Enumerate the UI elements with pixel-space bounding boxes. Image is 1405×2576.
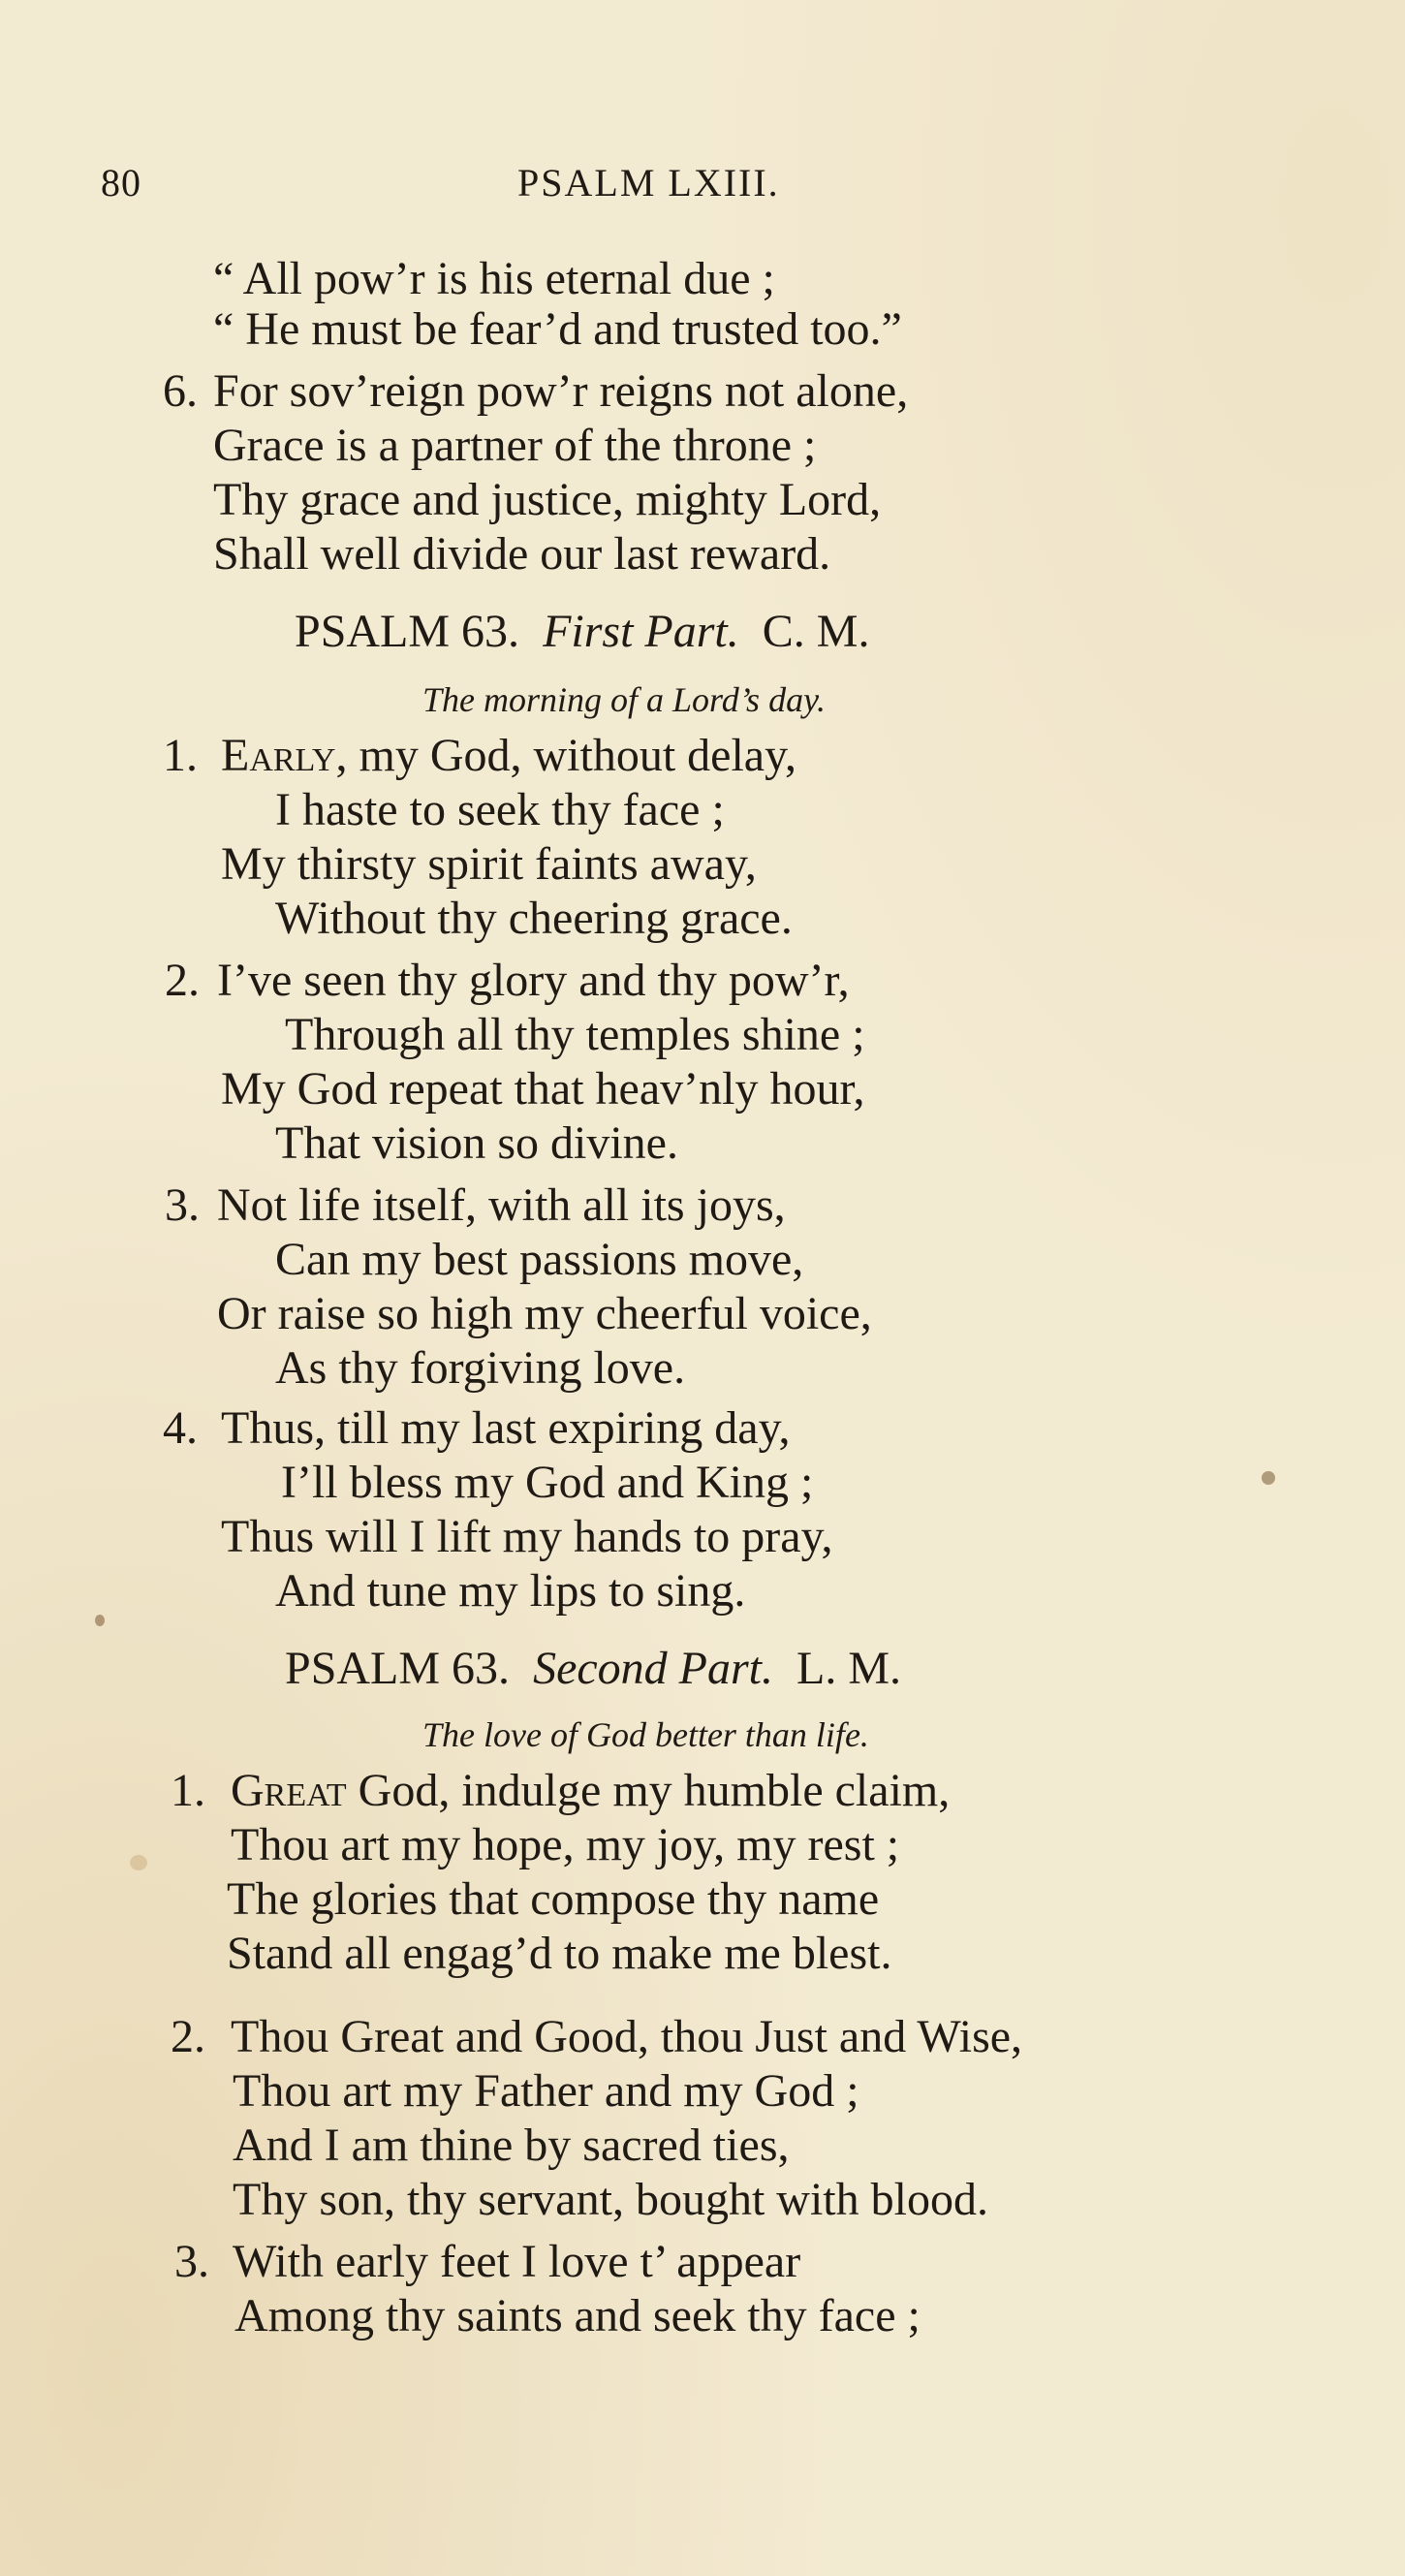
- psalm-subtitle: The love of God better than life.: [422, 1715, 869, 1754]
- verse-line: Among thy saints and seek thy face ;: [234, 2290, 921, 2341]
- stanza-number: 2.: [165, 955, 200, 1006]
- verse-line: Thus will I lift my hands to pray,: [221, 1511, 833, 1562]
- verse-line: With early feet I love t’ appear: [233, 2236, 801, 2287]
- verse-line: Thou Great and Good, thou Just and Wise,: [231, 2011, 1023, 2062]
- verse-line: For sov’reign pow’r reigns not alone,: [213, 365, 909, 417]
- verse-line: Not life itself, with all its joys,: [217, 1179, 786, 1231]
- psalm-subtitle: The morning of a Lord’s day.: [422, 680, 827, 719]
- part-label: Second Part.: [533, 1643, 774, 1694]
- verse-first-line: [231, 1764, 950, 1818]
- page-header: [0, 160, 1405, 218]
- verse-line: My God repeat that heav’nly hour,: [221, 1063, 865, 1115]
- drop-word: Early,: [221, 730, 348, 781]
- verse-line-rest: God, indulge my humble claim,: [346, 1765, 951, 1816]
- verse-line: I’ll bless my God and King ;: [281, 1457, 814, 1508]
- verse-line-rest: my God, without delay,: [347, 730, 796, 781]
- meter-label: L. M.: [796, 1643, 902, 1694]
- page-number: 80: [101, 161, 141, 204]
- psalm-number: PSALM 63.: [295, 606, 520, 657]
- verse-line: The glories that compose thy name: [227, 1873, 880, 1925]
- ink-spot: [95, 1615, 105, 1626]
- ink-spot: [1262, 1471, 1275, 1485]
- stanza-number: 2.: [171, 2011, 205, 2062]
- verse-line: Thus, till my last expiring day,: [221, 1402, 791, 1454]
- verse-line: Can my best passions move,: [275, 1234, 804, 1285]
- verse-line: “ All pow’r is his eternal due ;: [213, 253, 775, 304]
- stanza-number: 1.: [171, 1765, 205, 1816]
- psalm-title: [285, 1642, 901, 1696]
- verse-line: Thou art my hope, my joy, my rest ;: [231, 1819, 900, 1870]
- verse-line: Without thy cheering grace.: [275, 893, 793, 944]
- verse-line: I’ve seen thy glory and thy pow’r,: [217, 955, 850, 1006]
- verse-line: Grace is a partner of the throne ;: [213, 420, 817, 471]
- stanza-number: 1.: [163, 730, 198, 781]
- verse-line: Shall well divide our last reward.: [213, 528, 831, 580]
- stanza-number: 4.: [163, 1402, 198, 1454]
- verse-line: And I am thine by sacred ties,: [233, 2120, 790, 2171]
- verse-line: Thy son, thy servant, bought with blood.: [233, 2174, 988, 2225]
- stain-spot: [130, 1855, 147, 1870]
- verse-line: As thy forgiving love.: [275, 1342, 686, 1394]
- verse-first-line: [221, 729, 796, 783]
- verse-line: Thou art my Father and my God ;: [233, 2065, 859, 2117]
- stanza-number: 6.: [163, 365, 198, 417]
- verse-line: My thirsty spirit faints away,: [221, 838, 757, 890]
- verse-line: “ He must be fear’d and trusted too.”: [213, 303, 902, 355]
- running-head: PSALM LXIII.: [517, 161, 780, 204]
- verse-line: Thy grace and justice, mighty Lord,: [213, 474, 882, 525]
- part-label: First Part.: [543, 606, 739, 657]
- verse-line: And tune my lips to sing.: [275, 1565, 746, 1617]
- verse-line: Or raise so high my cheerful voice,: [217, 1288, 872, 1339]
- psalm-title: [295, 605, 869, 659]
- stanza-number: 3.: [165, 1179, 200, 1231]
- psalm-number: PSALM 63.: [285, 1643, 511, 1694]
- stanza-number: 3.: [174, 2236, 209, 2287]
- verse-line: That vision so divine.: [275, 1117, 678, 1169]
- meter-label: C. M.: [762, 606, 870, 657]
- verse-line: I haste to seek thy face ;: [275, 784, 725, 835]
- verse-line: Through all thy temples shine ;: [285, 1009, 865, 1060]
- drop-word: Great: [231, 1765, 347, 1816]
- verse-line: Stand all engag’d to make me blest.: [227, 1928, 892, 1979]
